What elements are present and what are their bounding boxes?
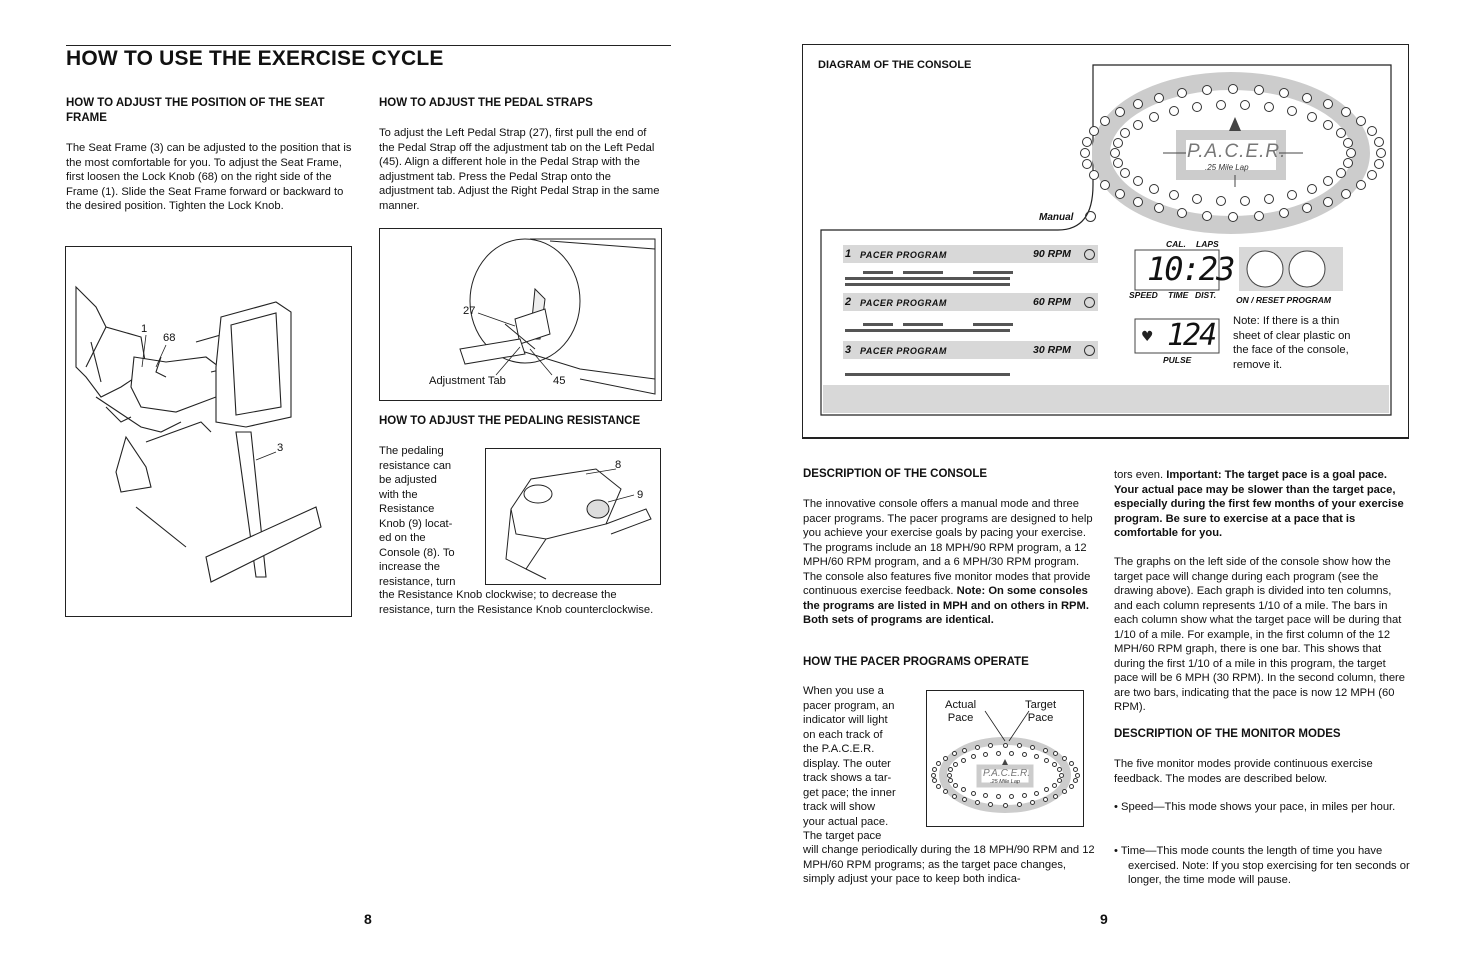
- track-dot: [1115, 107, 1125, 117]
- track-dot: [1307, 112, 1317, 122]
- page-title: HOW TO USE THE EXERCISE CYCLE: [66, 47, 444, 70]
- track-dot: [1017, 802, 1022, 807]
- track-dot: [952, 751, 957, 756]
- track-dot: [1343, 158, 1353, 168]
- track-dot: [932, 778, 937, 783]
- track-dot: [1302, 93, 1312, 103]
- track-dot: [1264, 194, 1274, 204]
- svg-text:♥: ♥: [1141, 329, 1154, 345]
- track-dot: [1043, 797, 1048, 802]
- track-dot: [1044, 787, 1049, 792]
- track-dot: [1133, 120, 1143, 130]
- seat-label-3: 3: [277, 442, 284, 454]
- description-body: [803, 497, 1097, 628]
- track-dot: [1177, 88, 1187, 98]
- seat-body: The Seat Frame (3) can be adjusted to the position that is the most comfortable for you. To adjust the Seat Frame, first loosen the Lock Knob (68) on the right side of the Frame (1). Slide the Seat Frame forward or backward to the desired position. Tighten the Lock Knob.: [66, 142, 352, 212]
- track-dot: [1059, 773, 1064, 778]
- page-number-left: 8: [364, 911, 372, 927]
- program-1-indicator-icon: [1084, 249, 1095, 260]
- manual-label: Manual: [1039, 212, 1074, 223]
- track-dot: [1323, 197, 1333, 207]
- program-2-name: PACER PROGRAM: [860, 298, 947, 308]
- track-dot: [1080, 148, 1090, 158]
- track-dot: [947, 773, 952, 778]
- pulse-label: PULSE: [1163, 355, 1192, 365]
- track-dot: [932, 767, 937, 772]
- track-dot: [1374, 137, 1384, 147]
- track-dot: [1341, 189, 1351, 199]
- track-dot: [1044, 758, 1049, 763]
- pedal-straps-heading: HOW TO ADJUST THE PEDAL STRAPS: [379, 97, 593, 109]
- col2-continuation: [1114, 468, 1408, 541]
- console-diagram: [802, 44, 1409, 439]
- track-dot: [1003, 803, 1008, 808]
- track-dot: [1082, 137, 1092, 147]
- track-dot: [1057, 767, 1062, 772]
- track-dot: [1287, 106, 1297, 116]
- description-heading: DESCRIPTION OF THE CONSOLE: [803, 468, 988, 480]
- track-dot: [996, 794, 1001, 799]
- track-dot: [1003, 743, 1008, 748]
- track-dot: [1287, 190, 1297, 200]
- track-dot: [1075, 773, 1080, 778]
- track-dot: [1240, 100, 1250, 110]
- track-dot: [1149, 112, 1159, 122]
- resistance-body-wide: the Resistance Knob clockwise; to decrease the resistance, turn the Resistance Knob counterclockwise.: [379, 589, 654, 616]
- program-1-rpm: 90 RPM: [1033, 248, 1071, 260]
- track-dot: [1100, 116, 1110, 126]
- track-dot: [1082, 159, 1092, 169]
- graphs-paragraph: The graphs on the left side of the console show how the target pace will change during each program (see the drawing above). Each graph is divided into ten columns, and each column represents 1/10 of a mile. The bars in each column show what the target pace will be during that 1/10 of a mile. For example, in the first column of the 12 MPH/60 RPM graph, there is one bar. This shows that during the first 1/10 of a mile in this program, the target pace will be 6 MPH (30 RPM). In the second column, there are two bars, indicating that the pace is now 12 MPH (60 RPM).: [1114, 556, 1406, 713]
- track-dot: [1062, 789, 1067, 794]
- track-dot: [1323, 99, 1333, 109]
- col2-important: Important: The target pace is a goal pace. Your actual pace may be slower than the target pace, especially during the first few months of your exercise program. Be sure to exercise at a pace that is comfortable for you.: [1114, 469, 1404, 539]
- track-dot: [1149, 184, 1159, 194]
- track-dot: [1089, 126, 1099, 136]
- track-dot: [1192, 194, 1202, 204]
- track-dot: [1154, 203, 1164, 213]
- track-dot: [983, 793, 988, 798]
- track-dot: [971, 754, 976, 759]
- program-3-indicator-icon: [1084, 345, 1095, 356]
- actual-pace-label: Actual Pace: [945, 699, 977, 724]
- track-dot: [1022, 752, 1027, 757]
- track-dot: [948, 767, 953, 772]
- resistance-label-8: 8: [615, 459, 622, 471]
- track-dot: [953, 762, 958, 767]
- track-dot: [1254, 85, 1264, 95]
- track-dot: [1053, 751, 1058, 756]
- track-dot: [1154, 93, 1164, 103]
- track-dot: [1346, 148, 1356, 158]
- resistance-heading: HOW TO ADJUST THE PEDALING RESISTANCE: [379, 415, 641, 427]
- track-dot: [1367, 170, 1377, 180]
- track-dot: [988, 802, 993, 807]
- resistance-label-9: 9: [637, 489, 644, 501]
- program-2-number: 2: [845, 296, 852, 308]
- pacer-operate-body-narrow: When you use a pacer program, an indicator will light on each track of the P.A.C.E.R. display. The outer track shows a tar- get pace; the inner track will show your actual pace. The target pace: [803, 685, 896, 842]
- target-pace-label: Target Pace: [1025, 699, 1057, 724]
- track-dot: [1279, 208, 1289, 218]
- manual-indicator-icon: [1085, 211, 1096, 222]
- track-dot: [1341, 107, 1351, 117]
- laps-label: LAPS: [1196, 239, 1219, 249]
- track-dot: [1120, 128, 1130, 138]
- program-2-rpm: 60 RPM: [1033, 296, 1071, 308]
- track-dot: [1374, 159, 1384, 169]
- modes-intro: The five monitor modes provide continuous exercise feedback. The modes are described below.: [1114, 758, 1373, 785]
- resistance-knob-illustration: [486, 449, 660, 584]
- track-dot: [1343, 138, 1353, 148]
- track-dot: [1169, 106, 1179, 116]
- track-dot: [1336, 168, 1346, 178]
- track-dot: [1376, 148, 1386, 158]
- pacer-operate-body-wide: will change periodically during the 18 MPH/90 RPM and 12 MPH/60 RPM programs; as the target pace changes, simply adjust your pace to keep both indica-: [803, 844, 1095, 885]
- program-1-name: PACER PROGRAM: [860, 250, 947, 260]
- track-dot: [1113, 158, 1123, 168]
- track-dot: [1356, 116, 1366, 126]
- track-dot: [1009, 794, 1014, 799]
- program-row-2: [845, 296, 1100, 310]
- track-dot: [1133, 176, 1143, 186]
- track-dot: [971, 791, 976, 796]
- track-dot: [943, 789, 948, 794]
- track-dot: [931, 773, 936, 778]
- recumbent-bike-illustration: [66, 247, 351, 616]
- console-diagram-heading: DIAGRAM OF THE CONSOLE: [818, 59, 972, 71]
- pedal-label-45: 45: [553, 375, 566, 387]
- on-reset-button-right[interactable]: [1289, 251, 1323, 285]
- track-dot: [1100, 180, 1110, 190]
- track-dot: [1073, 767, 1078, 772]
- track-dot: [1367, 126, 1377, 136]
- resistance-figure: [485, 448, 661, 585]
- seat-figure: [65, 246, 352, 617]
- track-dot: [1323, 120, 1333, 130]
- track-dot: [1336, 128, 1346, 138]
- program-3-name: PACER PROGRAM: [860, 346, 947, 356]
- track-dot: [983, 752, 988, 757]
- track-dot: [1323, 176, 1333, 186]
- on-reset-button-left[interactable]: [1247, 251, 1281, 285]
- description-body-plain: The innovative console offers a manual mode and three pacer programs. The pacer programs are designed to help you achieve your exercise goals by pacing your exercise. The programs include an 18 MPH/90 RPM program, a 12 MPH/60 RPM program, and a 6 MPH/30 RPM program. The console also features five monitor modes that provide continuous exercise feedback.: [803, 498, 1093, 597]
- track-dot: [1202, 85, 1212, 95]
- track-dot: [1216, 196, 1226, 206]
- track-dot: [1030, 800, 1035, 805]
- track-dot: [1069, 784, 1074, 789]
- track-dot: [1228, 212, 1238, 222]
- track-dot: [961, 758, 966, 763]
- track-dot: [1073, 778, 1078, 783]
- track-dot: [975, 800, 980, 805]
- track-dot: [1120, 168, 1130, 178]
- track-dot: [1216, 100, 1226, 110]
- pacer-track-dots: [803, 45, 1408, 437]
- track-dot: [1052, 783, 1057, 788]
- seat-label-68: 68: [163, 332, 176, 344]
- track-dot: [1279, 88, 1289, 98]
- track-dot: [1169, 190, 1179, 200]
- program-row-1: [845, 248, 1100, 262]
- program-row-3: [845, 344, 1100, 358]
- lap-label: .25 Mile Lap: [1205, 163, 1249, 172]
- small-pacer-logo: P.A.C.E.R.: [983, 768, 1031, 779]
- dist-label: DIST.: [1195, 290, 1217, 300]
- col2-cont-plain: tors even.: [1114, 469, 1164, 481]
- page-number-right: 9: [1100, 911, 1108, 927]
- track-dot: [1069, 761, 1074, 766]
- track-dot: [961, 787, 966, 792]
- track-dot: [1110, 148, 1120, 158]
- speed-label: SPEED: [1129, 290, 1158, 300]
- track-dot: [1043, 748, 1048, 753]
- track-dot: [1113, 138, 1123, 148]
- track-dot: [1030, 745, 1035, 750]
- track-dot: [1307, 184, 1317, 194]
- track-dot: [1177, 208, 1187, 218]
- track-dot: [996, 751, 1001, 756]
- track-dot: [1133, 99, 1143, 109]
- pedal-illustration: [380, 229, 661, 400]
- track-dot: [1192, 102, 1202, 112]
- pedal-straps-body: To adjust the Left Pedal Strap (27), first pull the end of the Pedal Strap off the adjustment tab on the Left Pedal (45). Align a different hole in the Pedal Strap with the adjustment tab. Press the Pedal Strap onto the adjustment tab. Adjust the Right Pedal Strap in the same manner.: [379, 127, 660, 212]
- plastic-note: Note: If there is a thin sheet of clear plastic on the face of the console, remove it.: [1233, 315, 1351, 371]
- track-dot: [1264, 102, 1274, 112]
- track-dot: [1062, 756, 1067, 761]
- description-note: Note: On some consoles the programs are listed in MPH and on others in RPM. Both sets of programs are identical.: [803, 585, 1089, 626]
- track-dot: [1115, 189, 1125, 199]
- track-dot: [1053, 794, 1058, 799]
- track-dot: [1022, 793, 1027, 798]
- track-dot: [1009, 751, 1014, 756]
- pacer-operate-heading: HOW THE PACER PROGRAMS OPERATE: [803, 656, 1029, 668]
- program-3-number: 3: [845, 344, 852, 356]
- track-dot: [1057, 778, 1062, 783]
- track-dot: [1240, 196, 1250, 206]
- cal-label: CAL.: [1166, 239, 1186, 249]
- track-dot: [1133, 197, 1143, 207]
- track-dot: [948, 778, 953, 783]
- pacer-logo: P.A.C.E.R.: [1187, 141, 1287, 162]
- seat-label-1: 1: [141, 323, 148, 335]
- track-dot: [975, 745, 980, 750]
- track-dot: [943, 756, 948, 761]
- track-dot: [962, 748, 967, 753]
- track-dot: [953, 783, 958, 788]
- track-dot: [1034, 754, 1039, 759]
- track-dot: [962, 797, 967, 802]
- pedal-label-adjustment-tab: Adjustment Tab: [429, 375, 506, 387]
- track-dot: [1254, 211, 1264, 221]
- time-label: TIME: [1168, 290, 1189, 300]
- track-dot: [936, 784, 941, 789]
- pacer-small-figure: [926, 690, 1084, 827]
- small-lap-label: .25 Mile Lap: [990, 779, 1020, 785]
- time-display: 10:23: [1147, 250, 1234, 288]
- pedal-figure: [379, 228, 662, 401]
- pulse-display: 124: [1167, 318, 1216, 353]
- modes-heading: DESCRIPTION OF THE MONITOR MODES: [1114, 728, 1341, 740]
- track-dot: [1052, 762, 1057, 767]
- pedal-label-27: 27: [463, 305, 476, 317]
- track-dot: [1202, 211, 1212, 221]
- program-3-rpm: 30 RPM: [1033, 344, 1071, 356]
- track-dot: [1017, 743, 1022, 748]
- program-2-indicator-icon: [1084, 297, 1095, 308]
- track-dot: [1302, 203, 1312, 213]
- track-dot: [1356, 180, 1366, 190]
- resistance-body-narrow: The pedaling resistance can be adjusted with the Resistance Knob (9) locat- ed on the Console (8). To increase the resistance, turn: [379, 445, 456, 588]
- track-dot: [936, 761, 941, 766]
- track-dot: [952, 794, 957, 799]
- seat-heading: HOW TO ADJUST THE POSITION OF THE SEAT FRAME: [66, 97, 325, 124]
- track-dot: [1034, 791, 1039, 796]
- bullet-speed: • Speed—This mode shows your pace, in miles per hour.: [1114, 801, 1396, 813]
- track-dot: [988, 743, 993, 748]
- track-dot: [1089, 170, 1099, 180]
- title-rule: [66, 45, 671, 46]
- on-reset-label: ON / RESET PROGRAM: [1236, 295, 1331, 305]
- bullet-time: • Time—This mode counts the length of time you have exercised. Note: If you stop exercising for ten seconds or longer, the time mode will pause.: [1114, 845, 1410, 886]
- program-1-number: 1: [845, 248, 852, 260]
- track-dot: [1228, 84, 1238, 94]
